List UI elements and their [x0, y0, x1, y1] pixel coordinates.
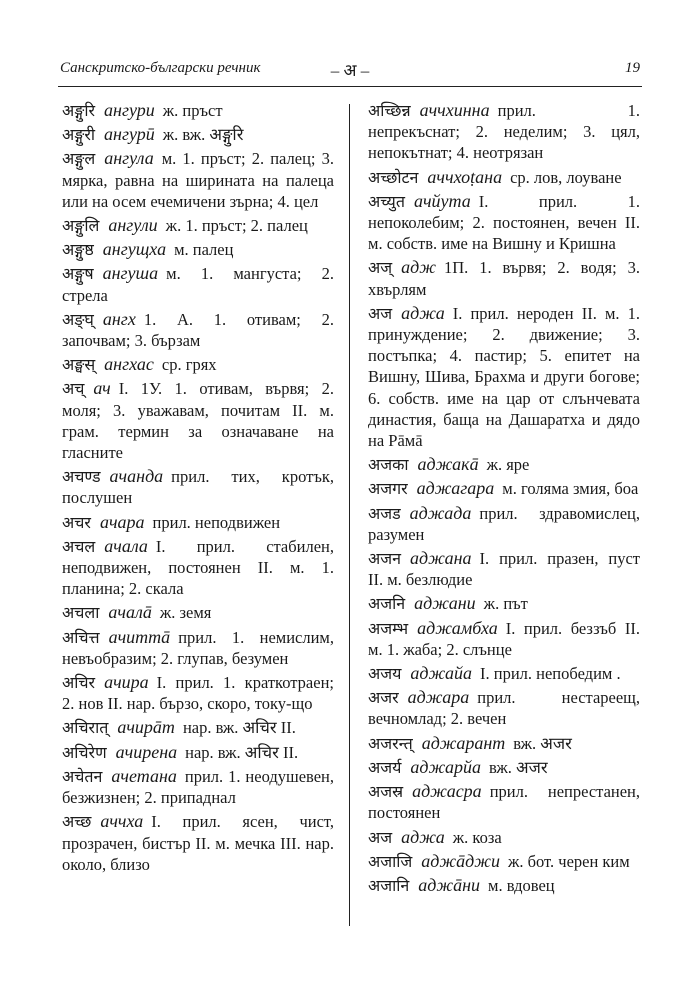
headword-devanagari: अच्युत: [368, 191, 405, 211]
headword-devanagari: अजस्र: [368, 782, 404, 802]
transliteration: aчара: [99, 511, 145, 532]
definition: I. прил. празен, пуст II. м. безлюдие: [368, 549, 640, 590]
headword-devanagari: अङ्घ्: [62, 309, 94, 329]
transliteration: aччхинна: [419, 100, 490, 120]
dictionary-entry: [368, 191, 640, 255]
definition: нар. вж. अचिर II.: [182, 718, 296, 738]
definition: прил. нестареещ, вечномлад; 2. вечен: [368, 688, 640, 729]
transliteration: aнгула: [104, 148, 154, 169]
headword-devanagari: अज्: [368, 258, 393, 278]
transliteration: aджада: [409, 502, 472, 523]
dictionary-entry: [62, 466, 334, 508]
headword-devanagari: अच्छ: [62, 812, 92, 832]
transliteration: aнгх: [102, 308, 136, 329]
transliteration: aнгущха: [102, 239, 167, 260]
dictionary-entry: [62, 215, 334, 236]
definition: I. прил. 1. краткотраен; 2. нов II. нар. бързо, скоро, току-що: [62, 673, 334, 714]
headword-devanagari: अज: [368, 827, 393, 847]
definition: м. голяма змия, боа: [502, 479, 639, 499]
definition: прил. 1. немислим, невъобразим; 2. глупав, безумен: [62, 627, 334, 668]
definition: прил. 1. непрекъснат; 2. неделим; 3. цял, непокътнат; 4. неотрязан: [368, 101, 640, 163]
definition: ж. пръст: [162, 101, 223, 120]
dictionary-entry: [62, 124, 334, 145]
definition: вж. अजर: [489, 757, 548, 777]
dictionary-entry: [62, 378, 334, 463]
headword-devanagari: अजम्भ: [368, 618, 409, 638]
transliteration: aдж: [401, 257, 436, 278]
transliteration: aнгули: [108, 215, 158, 236]
running-title: Санскритско-български речник: [60, 60, 261, 76]
definition: ж. земя: [159, 603, 212, 623]
dictionary-entry: [368, 875, 640, 896]
dictionary-entry: [62, 627, 334, 669]
dictionary-entry: [62, 811, 334, 875]
dictionary-entry: [62, 309, 334, 351]
transliteration: aнгурӣ: [104, 124, 155, 145]
dictionary-entry: [368, 781, 640, 823]
transliteration: aчетана: [111, 765, 177, 786]
transliteration: aджана: [409, 548, 472, 569]
transliteration: aджа: [401, 302, 445, 323]
headword-devanagari: अचिरात्: [62, 718, 109, 738]
dictionary-entry: [368, 851, 640, 872]
headword-devanagari: अच्: [62, 379, 85, 399]
definition: ж. коза: [452, 827, 502, 847]
headword-devanagari: अचेतन: [62, 766, 103, 786]
dictionary-entry: [62, 354, 334, 375]
definition: вж. अजर: [513, 733, 572, 753]
headword-devanagari: अङ्घस्: [62, 355, 96, 375]
definition: I. прил. 1. непоколебим; 2. постоянен, вечен II. м. собств. име на Вишну и Кришна: [368, 191, 640, 254]
transliteration: aнгуша: [102, 263, 159, 284]
headword-devanagari: अजरन्त्: [368, 733, 413, 753]
headword-devanagari: अज: [368, 303, 393, 323]
definition: 1. А. 1. отивам; 2. започвам; 3. бързам: [62, 309, 334, 351]
transliteration: aджарйа: [410, 756, 482, 777]
headword-devanagari: अजर्य: [368, 757, 402, 777]
headword-devanagari: अजर: [368, 688, 399, 708]
headword-devanagari: अचल: [62, 536, 96, 556]
definition: ср. грях: [161, 355, 217, 375]
running-header: [58, 58, 642, 87]
headword-devanagari: अजका: [368, 455, 409, 475]
definition: прил. тих, кротък, послушен: [62, 467, 334, 508]
headword-devanagari: अजगर: [368, 479, 408, 499]
headword-devanagari: अच्छिन्न: [368, 101, 411, 120]
transliteration: aчанда: [109, 466, 164, 487]
dictionary-entry: [368, 303, 640, 451]
definition: м. 1. пръст; 2. палец; 3. мярка, равна на ширината на палеца или на осем ечемичени зърна; 4. цел: [62, 149, 334, 211]
headword-devanagari: अचला: [62, 603, 100, 623]
dictionary-entry: [62, 239, 334, 260]
definition: ж. 1. пръст; 2. палец: [165, 216, 308, 236]
dictionary-entry: [368, 663, 640, 684]
transliteration: aнгури: [104, 100, 155, 120]
headword-devanagari: अङ्गुलि: [62, 216, 100, 236]
transliteration: aджāни: [418, 874, 481, 895]
dictionary-entry: [368, 454, 640, 475]
dictionary-entry: [62, 717, 334, 738]
dictionary-entry: [62, 766, 334, 808]
definition: прил. 1. неодушевен, безжизнен; 2. припаднал: [62, 766, 334, 808]
transliteration: aччхоṭана: [427, 166, 503, 187]
transliteration: aчалā: [108, 602, 152, 623]
definition: м. вдовец: [488, 875, 555, 895]
transliteration: aчира: [104, 672, 149, 693]
dictionary-entry: [62, 512, 334, 533]
headword-devanagari: अजानि: [368, 875, 410, 895]
section-letter: – अ –: [330, 61, 370, 80]
definition: I. прил. стабилен, неподвижен, постоянен II. м. 1. планина; 2. скала: [62, 536, 334, 599]
headword-devanagari: अच्छोटन: [368, 167, 419, 187]
definition: ж. бот. черен ким: [507, 851, 630, 871]
transliteration: aччха: [100, 811, 144, 832]
transliteration: aджа: [401, 826, 445, 847]
transliteration: aчйута: [413, 190, 471, 211]
transliteration: aчирāт: [117, 717, 175, 738]
definition: м. палец: [174, 240, 234, 260]
transliteration: aчирена: [115, 741, 178, 762]
transliteration: aджани: [414, 593, 476, 614]
dictionary-entry: [368, 757, 640, 778]
headword-devanagari: अङ्गुष: [62, 264, 94, 284]
headword-devanagari: अङ्गुरि: [62, 101, 96, 120]
dictionary-entry: [62, 100, 334, 121]
dictionary-entry: [368, 593, 640, 614]
dictionary-entry: [62, 263, 334, 305]
transliteration: aджагара: [416, 478, 495, 499]
right-column: [368, 100, 640, 899]
headword-devanagari: अङ्गुल: [62, 149, 96, 169]
dictionary-entry: [368, 100, 640, 164]
dictionary-entry: [62, 148, 334, 212]
dictionary-entry: [368, 503, 640, 545]
transliteration: aчиттā: [108, 626, 171, 647]
dictionary-entry: [62, 672, 334, 714]
definition: прил. неподвижен: [152, 512, 281, 532]
transliteration: ач: [93, 378, 111, 399]
headword-devanagari: अजय: [368, 664, 402, 684]
headword-devanagari: अचित्त: [62, 627, 100, 647]
headword-devanagari: अङ्गुष्ठ: [62, 240, 94, 260]
transliteration: aджамбха: [417, 617, 498, 638]
definition: ж. вж. अङ्गुरि: [162, 125, 244, 145]
transliteration: aджāджи: [421, 850, 500, 871]
dictionary-entry: [368, 733, 640, 754]
definition: I. прил. непобедим .: [480, 664, 621, 684]
left-column: [62, 100, 334, 878]
transliteration: aджара: [407, 687, 470, 708]
dictionary-entry: [368, 257, 640, 299]
dictionary-entry: [368, 167, 640, 188]
definition: I. прил. нероден II. м. 1. принуждение; 2. движение; 3. постъпка; 4. пастир; 5. епитет на Вишну, Шива, Брахма и други богове; 6. собств. име на цар от слънчевата династия, баща на Дашаратха и дядо на Рāмā: [368, 303, 640, 451]
dictionary-entry: [368, 827, 640, 848]
definition: 1П. 1. вървя; 2. водя; 3. хвърлям: [368, 258, 640, 299]
transliteration: aджайа: [410, 663, 473, 684]
dictionary-entry: [62, 602, 334, 623]
transliteration: aджасра: [412, 781, 482, 802]
definition: ж. път: [483, 594, 528, 614]
dictionary-entry: [368, 548, 640, 590]
definition: ср. лов, лоуване: [510, 167, 622, 187]
headword-devanagari: अजड: [368, 503, 401, 523]
page-number: 19: [625, 60, 640, 76]
definition: I. прил. беззъб II. м. 1. жаба; 2. слънце: [368, 618, 640, 659]
headword-devanagari: अचिरेण: [62, 742, 107, 762]
headword-devanagari: अजाजि: [368, 851, 413, 871]
definition: прил. непрестанен, постоянен: [368, 782, 640, 823]
headword-devanagari: अचण्ड: [62, 467, 101, 487]
headword-devanagari: अङ्गुरी: [62, 125, 96, 145]
definition: I. прил. ясен, чист, прозрачен, бистър II. м. мечка III. нар. около, близо: [62, 812, 334, 874]
transliteration: aджакā: [417, 454, 479, 475]
transliteration: aджарант: [421, 732, 506, 753]
dictionary-entry: [368, 618, 640, 660]
headword-devanagari: अजनि: [368, 594, 406, 614]
definition: I. 1У. 1. отивам, вървя; 2. моля; 3. уважавам, почитам II. м. грам. термин за означаване на гласните: [62, 379, 334, 463]
dictionary-entry: [62, 742, 334, 763]
headword-devanagari: अचिर: [62, 673, 96, 693]
headword-devanagari: अचर: [62, 512, 91, 532]
dictionary-entry: [368, 478, 640, 499]
definition: ж. яре: [486, 455, 530, 475]
transliteration: aнгхас: [104, 354, 154, 375]
headword-devanagari: अजन: [368, 549, 401, 569]
column-divider: [349, 104, 350, 926]
definition: нар. вж. अचिर II.: [185, 742, 299, 762]
definition: м. 1. мангуста; 2. стрела: [62, 264, 334, 305]
definition: прил. здравомислец, разумен: [368, 503, 640, 544]
transliteration: aчала: [104, 535, 148, 556]
dictionary-entry: [368, 687, 640, 729]
dictionary-entry: [62, 536, 334, 600]
